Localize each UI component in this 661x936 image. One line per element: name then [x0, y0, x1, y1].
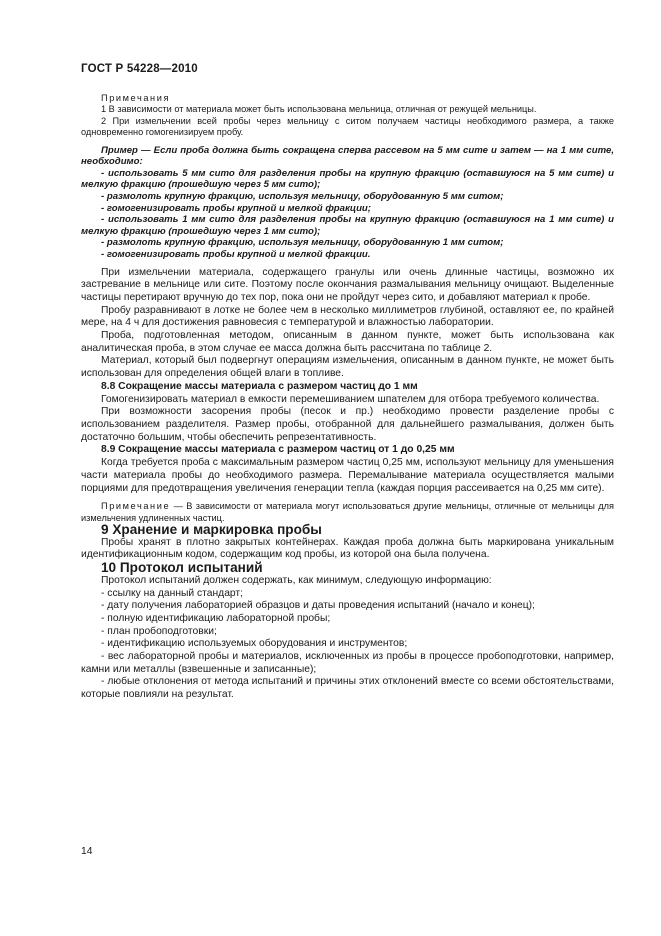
- example-line: - использовать 1 мм сито для разделения пробы на крупную фракцию (оставшуюся на 1 мм сите) и мелкую фракцию (прошедшую через 1 мм сито);: [81, 214, 614, 237]
- body-paragraph: Материал, который был подвергнут операциям измельчения, описанным в данном пункте, не может быть использован для определения общей влаги в топливе.: [81, 355, 614, 380]
- note-item: 1 В зависимости от материала может быть использована мельница, отличная от режущей мельницы.: [101, 104, 537, 115]
- section-8-8-paragraph: Гомогенизировать материал в емкости перемешиванием шпателем для отбора требуемого количества.: [101, 393, 600, 405]
- section-8-8-paragraph: При возможности засорения пробы (песок и пр.) необходимо провести разделение пробы с использованием разделителя. Размер пробы, отобранной для дальнейшего размалывания, должен быть достаточно большим, чтобы обеспечить репрезентативность.: [81, 406, 614, 443]
- section-9-paragraph: Пробы хранят в плотно закрытых контейнерах. Каждая проба должна быть маркирована уникальным идентификационным кодом, содержащим код пробы, из которой она была получена.: [81, 536, 614, 561]
- document-header: ГОСТ Р 54228—2010: [81, 63, 198, 75]
- protocol-list-item: - дату получения лабораторией образцов и даты проведения испытаний (начало и конец);: [101, 600, 535, 612]
- body-paragraph: Пробу разравнивают в лотке не более чем в несколько миллиметров глубиной, оставляют ее, по крайней мере, на 4 ч для достижения равновесия с температурой и влажностью лаборатории.: [81, 304, 614, 329]
- example-line: - гомогенизировать пробы крупной и мелкой фракции.: [101, 248, 371, 260]
- section-8-9-heading: 8.9 Сокращение массы материала с размером частиц от 1 до 0,25 мм: [101, 444, 455, 456]
- note-label: Примечание: [101, 501, 171, 512]
- notes-title: Примечания: [101, 93, 171, 103]
- example-line: - размолоть крупную фракцию, используя мельницу, оборудованную 5 мм ситом;: [101, 191, 504, 202]
- protocol-list-item: - вес лабораторной пробы и материалов, исключенных из пробы в процессе пробоподготовки, например, камни или металлы (взвешенные и записанные);: [81, 651, 614, 675]
- body-paragraph: Проба, подготовленная методом, описанным в данном пункте, может быть использована как аналитическая проба, в этом случае ее масса должна быть рассчитана по таблице 2.: [81, 330, 614, 354]
- body-paragraph: При измельчении материала, содержащего гранулы или очень длинные частицы, возможно их застревание в мельнице или сите. Поэтому после окончания размалывания мельницу очищают. Выделенные частицы перетирают вручную до тех пор, пока они не пройдут через сито, и добавляют материал к пробе.: [81, 266, 614, 303]
- page-number: 14: [81, 846, 93, 857]
- protocol-list-item: - план пробоподготовки;: [101, 625, 217, 637]
- section-8-8-heading: 8.8 Сокращение массы материала с размером частиц до 1 мм: [101, 380, 418, 392]
- protocol-list-item: - идентификацию используемых оборудования и инструментов;: [101, 638, 408, 650]
- section-10-heading: 10 Протокол испытаний: [101, 560, 263, 576]
- example-line: - гомогенизировать пробы крупной и мелкой фракции;: [101, 202, 371, 214]
- page-content: [81, 93, 614, 702]
- example-line: Пример — Если проба должна быть сокращена сперва рассевом на 5 мм сите и затем — на 1 мм сите, необходимо:: [81, 144, 614, 168]
- protocol-list-item: - ссылку на данный стандарт;: [101, 587, 243, 599]
- section-8-9-paragraph: Когда требуется проба с максимальным размером частиц 0,25 мм, используют мельницу для уменьшения части материала пробы до необходимого размера. Перемалывание материала осуществляется малыми порциями для предотвращения увеличения генерации тепла (каждая порция рассеивается на 0,25 мм сите).: [81, 457, 614, 494]
- section-9-heading: 9 Хранение и маркировка пробы: [101, 522, 322, 538]
- section-8-9-note: [81, 501, 614, 524]
- protocol-list-item: - полную идентификацию лабораторной пробы;: [101, 612, 331, 624]
- protocol-list-item: - любые отклонения от метода испытаний и причины этих отклонений вместе со всеми обстоятельствами, которые повлияли на результат.: [81, 676, 614, 701]
- note-item: 2 При измельчении всей пробы через мельницу с ситом получаем частицы необходимого размера, а также одновременно гомогенизируем пробу.: [81, 115, 614, 138]
- example-line: - размолоть крупную фракцию, используя мельницу, оборудованную 1 мм ситом;: [101, 237, 504, 249]
- section-10-intro: Протокол испытаний должен содержать, как минимум, следующую информацию:: [101, 574, 492, 586]
- example-line: - использовать 5 мм сито для разделения пробы на крупную фракцию (оставшуюся на 5 мм сите) и мелкую фракцию (прошедшую через 5 мм сито);: [81, 167, 614, 191]
- note-text: — В зависимости от материала могут использоваться другие мельницы, отличные от мельницы для измельчения удлиненных частиц.: [81, 501, 614, 523]
- example-block: [81, 145, 614, 261]
